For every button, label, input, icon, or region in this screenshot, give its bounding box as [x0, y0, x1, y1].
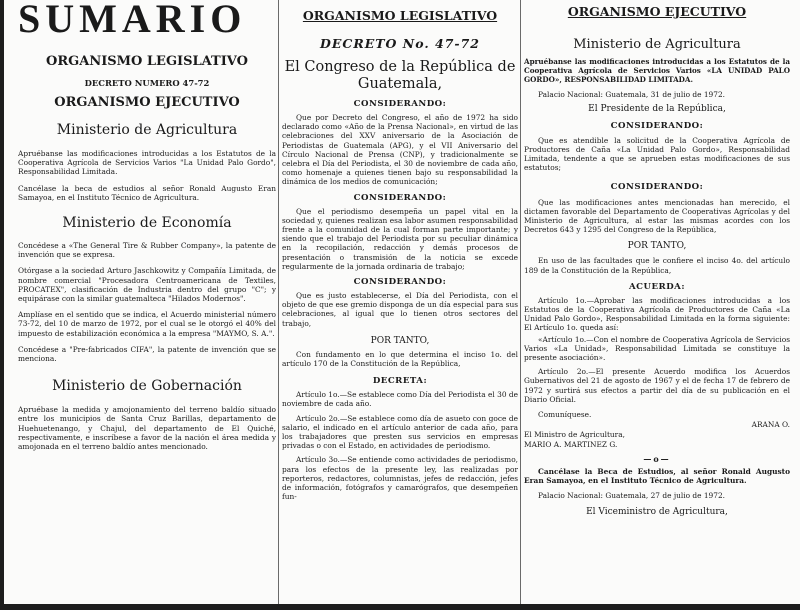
decree-number-heading: DECRETO NUMERO 47-72 [84, 78, 210, 88]
summary-agri-item-1: Apruébanse las modificaciones introducidas a los Estatutos de la Cooperativa Agrícola de Servicios Varios "La Unidad Palo Gordo", Responsabilidad Limitada. [18, 149, 276, 177]
decree-considerando-2: Que el periodismo desempeña un papel vital en la sociedad y, quienes realizan esa labor asumen responsabilidad frente a la comunidad de la cual forman parte importante; y siendo que el trabajo del Periodista por su peculiar dinámica en la recopilación, redacción y demás procesos de presentación o transmisión de la noticia se excede regularmente de la jornada ordinaria de trabajo; [282, 206, 518, 271]
summary-econ-item-3: Amplíase en el sentido que se indica, el Acuerdo ministerial número 73-72, del 10 de marzo de 1972, por el cual se le otorgó el 40% del impuesto de estabilización económica a la empresa "MAYMO, S. A.". [18, 310, 276, 338]
vice-minister-line: El Viceministro de Agricultura, [586, 506, 728, 517]
column-rule-2 [520, 0, 521, 604]
acuerdo-article-1: Artículo 1o.—Aprobar las modificaciones introducidas a los Estatutos de la Cooperativa Agrícola de Productores de Caña «La Unidad Palo Gordo», Responsabilidad Limitada en la forma siguiente: El Artículo 1o. queda así: [524, 295, 790, 333]
acuerdo-por-tanto-heading: POR TANTO, [627, 241, 687, 252]
decree-article-2: Artículo 2o.—Se establece como día de asueto con goce de salario, el indicado en el artículo anterior de cada año, para los trabajadores que presten sus servicios en empresas privadas o con el Estado, en actividades de periodismo. [282, 413, 518, 451]
decree-considerando-1: Que por Decreto del Congreso, el año de 1972 ha sido declarado como «Año de la Prensa Nacional», en virtud de las celebraciones del XXV aniversario de la Asociación de Periodistas de Guatemala (APG), y el VII Aniversario del Círculo Nacional de Prensa (CNP), y tradicionalmente se celebra el Día del Periodista, el 30 de noviembre de cada año, como homenaje a quienes tienen bajo su responsabilidad la dinámica de los medios de comunicación; [282, 113, 518, 187]
acuerdo-summary: Apruébanse las modificaciones introducidas a los Estatutos de la Cooperativa Agrícola de Servicios Varios «LA UNIDAD PALO GORDO», RESPONSABILIDAD LIMITADA. [524, 57, 790, 85]
minister-title: El Ministro de Agricultura, [524, 430, 625, 440]
summary-econ-item-2: Otórgase a la sociedad Arturo Jaschkowitz y Compañía Limitada, de nombre comercial "Procesadora Centroamericana de Textiles, PROCATEX", clasificación de Industria dentro del grupo "C"; y equipárase con la similar guatemalteca "Hilados Modernos". [18, 266, 276, 304]
decree-title: DECRETO No. 47-72 [320, 36, 480, 51]
decree-article-3: Artículo 3o.—Se entiende como actividades de periodismo, para los efectos de la presente ley, las realizadas por reporteros, redactores, columnistas, jefes de redacción, jefes de información, fotógrafos y camarógrafos, que desempeñen fun- [282, 455, 518, 502]
column-rule-1 [278, 0, 279, 604]
congress-heading: El Congreso de la República de Guatemala, [284, 59, 516, 92]
decree-article-1: Artículo 1o.—Se establece como Día del Periodista el 30 de noviembre de cada año. [282, 390, 518, 409]
executive-column [524, 0, 790, 517]
ministry-agriculture-title: Ministerio de Agricultura [573, 37, 741, 52]
palacio-date-1: Palacio Nacional: Guatemala, 31 de julio de 1972. [538, 89, 726, 99]
decreta-heading: DECRETA: [372, 376, 428, 387]
executive-heading: ORGANISMO EJECUTIVO [54, 95, 240, 110]
ministry-interior-heading: Ministerio de Gobernación [52, 378, 242, 395]
president-line: El Presidente de la República, [588, 103, 726, 114]
acuerdo-por-tanto-text: En uso de las facultades que le confiere el inciso 4o. del artículo 189 de la Constitución de la República, [524, 256, 790, 275]
decree-considerando-3: Que es justo establecerse, el Día del Periodista, con el objeto de que ese gremio disponga de un día especial para sus celebraciones, al igual que lo tienen otros sectores del trabajo, [282, 291, 518, 328]
ministry-economy-heading: Ministerio de Economía [62, 215, 232, 232]
summary-column [18, 0, 276, 451]
considerando-heading-1: CONSIDERANDO: [353, 99, 447, 109]
signature-arana: ARANA O. [751, 420, 790, 430]
acuerdo-article-1-quote: «Artículo 1o.—Con el nombre de Cooperativa Agrícola de Servicios Varios «La Unidad», Responsabilidad Limitada se constituye la presente asociación». [524, 334, 790, 363]
minister-name: MARIO A. MARTINEZ G. [524, 439, 618, 449]
scholarship-cancel-summary: Cancélase la Beca de Estudios, al señor Ronald Augusto Eran Samayoa, en el Instituto Técnico de Agricultura. [524, 466, 790, 486]
acuerdo-considerando-2: Que las modificaciones antes mencionadas han merecido, el dictamen favorable del Departamento de Cooperativas Agrícolas y del Ministerio de Agricultura, al estar las mismas acordes con los Decretos 643 y 1295 del Congreso de la República, [524, 197, 790, 235]
comuniquese-line: Comuníquese. [538, 410, 592, 420]
summary-agri-item-2: Cancélase la beca de estudios al señor Ronald Augusto Eran Samayoa, en el Instituto Técnico de Agricultura. [18, 183, 276, 202]
considerando-heading-2: CONSIDERANDO: [353, 192, 447, 203]
palacio-date-2: Palacio Nacional: Guatemala, 27 de julio de 1972. [538, 491, 726, 501]
summary-econ-item-4: Concédese a "Pre-fabricados CIFA", la patente de invención que se menciona. [18, 344, 276, 364]
acuerdo-article-2: Artículo 2o.—El presente Acuerdo modifica los Acuerdos Gubernativos del 21 de agosto de 1967 y el de fecha 17 de febrero de 1972 y surtirá sus efectos a partir del día de su publicación en el Diario Oficial. [524, 367, 790, 404]
section-separator: —o— [643, 453, 671, 464]
considerando-heading-3: CONSIDERANDO: [353, 277, 447, 288]
summary-gob-item-1: Apruébase la medida y amojonamiento del terreno baldío situado entre los municipios de Santa Cruz Barillas, departamento de Huehuetenango, y Chajul, del departamento de El Quiché, respectivamente, e inscríbese a favor de la nación el área medida y amojonada en el terreno baldío antes mencionado. [18, 405, 276, 452]
ministry-agriculture-heading: Ministerio de Agricultura [56, 122, 238, 138]
executive-header: ORGANISMO EJECUTIVO [567, 4, 747, 19]
legislative-heading: ORGANISMO LEGISLATIVO [46, 54, 248, 69]
por-tanto-heading: POR TANTO, [370, 335, 430, 346]
decree-column [282, 0, 518, 502]
acuerdo-considerando-heading-2: CONSIDERANDO: [610, 181, 704, 192]
page-frame-bottom [0, 604, 800, 610]
legislative-header: ORGANISMO LEGISLATIVO [302, 8, 498, 23]
summary-econ-item-1: Concédese a «The General Tire & Rubber Company», la patente de invención que se expresa. [18, 241, 276, 260]
decree-por-tanto-text: Con fundamento en lo que determina el inciso 1o. del artículo 170 de la Constitución de la República, [282, 349, 518, 369]
summary-masthead: SUMARIO [18, 0, 247, 41]
acuerda-heading: ACUERDA: [629, 281, 685, 292]
page-frame-left [0, 0, 4, 610]
acuerdo-considerando-heading-1: CONSIDERANDO: [610, 120, 704, 131]
acuerdo-considerando-1: Que es atendible la solicitud de la Cooperativa Agrícola de Productores de Caña «La Unidad Palo Gordo», Responsabilidad Limitada, tendente a que se aprueben estas modificaciones de sus estatutos; [524, 135, 790, 173]
